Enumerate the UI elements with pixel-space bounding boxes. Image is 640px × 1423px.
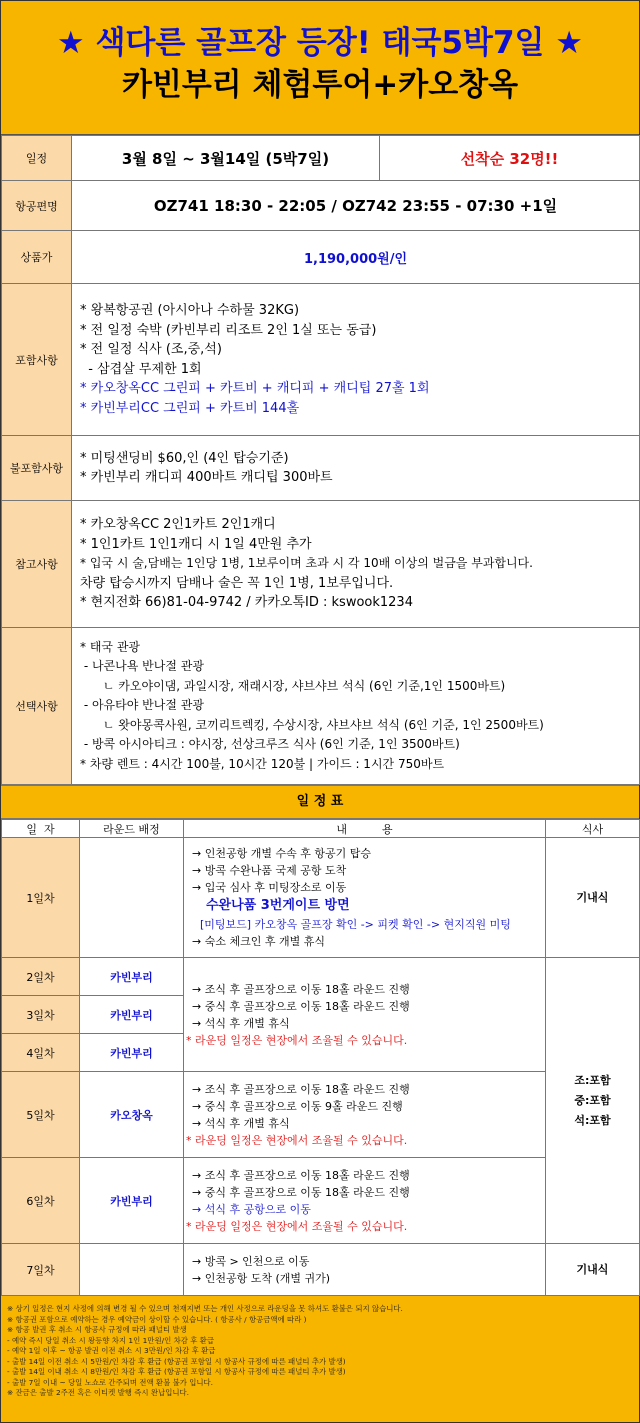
- day-7: 7일차: [2, 1244, 80, 1296]
- terms-line: - 출발 14일 이전 취소 시 5만원/인 차감 후 환급 (항공권 포함일 시 항공사 규정에 따른 패널티 추가 발생): [7, 1356, 346, 1366]
- schedule-value: 3월 8일 ~ 3월14일 (5박7일): [72, 136, 380, 181]
- day-5-note: * 라운딩 일정은 현장에서 조율될 수 있습니다.: [186, 1133, 408, 1147]
- day-6-airport-line: → 석식 후 공항으로 이동: [192, 1202, 311, 1216]
- price-value: 1,190,000원/인: [72, 231, 640, 284]
- day-2-course: 카빈부리: [80, 958, 184, 996]
- schedule-note: 선착순 32명!!: [380, 136, 640, 181]
- terms-line: ※ 항공 발권 후 취소 시 항공사 규정에 따라 패널티 발생: [7, 1325, 187, 1334]
- included-list: [72, 284, 640, 436]
- info-table: [1, 135, 640, 785]
- day-5: 5일차: [2, 1072, 80, 1158]
- terms-line: - 예약 1일 이후 ~ 항공 발권 이전 취소 시 3만원/인 차감 후 환급: [7, 1346, 216, 1355]
- flyer-header: [1, 1, 639, 135]
- day-6: 6일차: [2, 1158, 80, 1244]
- meeting-board: [미팅보드] 카오창옥 골프장 확인 -> 피켓 확인 -> 현지직원 미팅: [200, 918, 511, 931]
- terms-line: - 출발 7일 이내 ~ 당일 노쇼로 간주되며 전액 환불 불가 입니다.: [7, 1377, 213, 1387]
- included-item: * 전 일정 식사 (조,중,석): [80, 342, 222, 357]
- col-meal-header: 식사: [546, 820, 640, 838]
- optional-item: ㄴ 왓야몽콕사원, 코끼리트렉킹, 수상시장, 샤브샤브 석식 (6인 기준, 1인 2500바트): [80, 717, 544, 732]
- col-content-header: 내 용: [184, 820, 546, 838]
- terms-line: - 출발 14일 이내 취소 시 8만원/인 차감 후 환급 (항공권 포함일 시 항공사 규정에 따른 패널티 추가 발생): [7, 1367, 346, 1376]
- included-item: * 카오창옥CC 그린피 + 카트비 + 캐디피 + 캐디팁 27홀 1회: [80, 381, 430, 396]
- days-2-4-line: → 석식 후 개별 휴식: [192, 1016, 290, 1030]
- day-5-line: → 조식 후 골프장으로 이동 18홀 라운드 진행: [192, 1082, 410, 1096]
- day-7-course: [80, 1244, 184, 1296]
- excluded-item: * 미팅샌딩비 $60,인 (4인 탑승기준): [80, 450, 289, 466]
- col-day-header: 일 자: [2, 820, 80, 838]
- headline: ★ 색다른 골프장 등장! 태국5박7일 ★: [56, 25, 584, 61]
- day-6-note: * 라운딩 일정은 현장에서 조율될 수 있습니다.: [186, 1219, 408, 1233]
- schedule-label: 일정: [2, 136, 72, 181]
- flight-value: OZ741 18:30 - 22:05 / OZ742 23:55 - 07:30 +1일: [72, 181, 640, 231]
- excluded-label: 불포함사항: [2, 436, 72, 501]
- day-1-line: [192, 845, 545, 862]
- days-2-4-line: → 조식 후 골프장으로 이동 18홀 라운드 진행: [192, 982, 410, 996]
- day-1-course: [80, 838, 184, 958]
- day-3-course: 카빈부리: [80, 996, 184, 1034]
- terms-footer: [1, 1296, 639, 1422]
- included-label: 포함사항: [2, 284, 72, 436]
- col-round-header: 라운드 배정: [80, 820, 184, 838]
- included-item: * 왕복항공권 (아시아나 수하물 32KG): [80, 303, 300, 318]
- days-2-4-content: [184, 958, 546, 1072]
- day-5-line: → 중식 후 골프장으로 이동 9홀 라운드 진행: [192, 1099, 403, 1113]
- day-7-meal: 기내식: [546, 1244, 640, 1296]
- meal-breakfast: 조:포함: [574, 1073, 611, 1087]
- price-label: 상품가: [2, 231, 72, 284]
- optional-item: ㄴ 카오야이댐, 과일시장, 재래시장, 샤브샤브 석식 (6인 기준,1인 1500바트): [80, 678, 506, 693]
- day-1-line-text: → 인천공항 개별 수속 후 항공기 탑승: [192, 847, 371, 860]
- optional-list: [72, 628, 640, 785]
- note-item: 차량 탑승시까지 담배나 술은 꼭 1인 1병, 1보루입니다.: [80, 575, 394, 591]
- terms-line: - 예약 즉시 당일 취소 시 왕등향 차지 1인 1만원/인 차감 후 환급: [7, 1335, 214, 1345]
- flight-label: 항공편명: [2, 181, 72, 231]
- meal-lunch: 중:포함: [574, 1093, 611, 1107]
- day-1-content: [184, 838, 546, 958]
- days-2-4-line: → 중식 후 골프장으로 이동 18홀 라운드 진행: [192, 999, 410, 1013]
- optional-item: - 방콕 아시아티크 : 야시장, 선상크루즈 식사 (6인 기준, 1인 3500바트): [80, 737, 460, 752]
- note-item: * 현지전화 66)81-04-9742 / 카카오톡ID : kswook1234: [80, 595, 413, 611]
- note-item: * 카오창옥CC 2인1카트 2인1캐디: [80, 517, 276, 533]
- day-4-course: 카빈부리: [80, 1034, 184, 1072]
- meal-included: [546, 958, 640, 1244]
- terms-line: ※ 잔금은 출발 2주전 혹은 이티켓 발행 즉시 완납입니다.: [7, 1388, 189, 1397]
- day-6-content: [184, 1158, 546, 1244]
- day-6-line: → 중식 후 골프장으로 이동 18홀 라운드 진행: [192, 1185, 410, 1199]
- day-6-line: → 조식 후 골프장으로 이동 18홀 라운드 진행: [192, 1168, 410, 1182]
- included-item: * 전 일정 숙박 (카빈부리 리조트 2인 1실 또는 동급): [80, 322, 377, 338]
- terms-line: ※ 상기 일정은 현지 사정에 의해 변경 될 수 있으며 천재지변 또는 개인 사정으로 라운딩을 못 하셔도 환불은 되지 않습니다.: [7, 1304, 403, 1313]
- day-7-line: → 인천공항 도착 (개별 귀가): [192, 1271, 331, 1285]
- notes-list: [72, 501, 640, 628]
- gate-direction: 수완나품 3번게이트 방면: [206, 898, 350, 913]
- day-6-course: 카빈부리: [80, 1158, 184, 1244]
- included-item: - 삼겹살 무제한 1회: [80, 361, 202, 377]
- day-2: 2일차: [2, 958, 80, 996]
- day-3: 3일차: [2, 996, 80, 1034]
- included-item: * 카빈부리CC 그린피 + 카트비 144홀: [80, 400, 300, 416]
- optional-item: - 나콘나욕 반나절 관광: [80, 659, 204, 674]
- day-5-line: → 석식 후 개별 휴식: [192, 1116, 290, 1130]
- optional-item: * 태국 관광: [80, 639, 140, 654]
- day-7-line: → 방콕 > 인천으로 이동: [192, 1254, 310, 1268]
- excluded-item: * 카빈부리 캐디피 400바트 캐디팁 300바트: [80, 470, 333, 485]
- note-item: * 입국 시 술,담배는 1인당 1병, 1보루이며 초과 시 각 10배 이상의 벌금을 부과합니다.: [80, 556, 533, 571]
- day-7-content: [184, 1244, 546, 1296]
- day-5-content: [184, 1072, 546, 1158]
- schedule-title: 일 정 표: [1, 785, 639, 819]
- days-2-4-note: * 라운딩 일정은 현장에서 조율될 수 있습니다.: [186, 1033, 408, 1047]
- day-1: 1일차: [2, 838, 80, 958]
- schedule-table: [1, 819, 640, 1296]
- day-1-line: → 숙소 체크인 후 개별 휴식: [192, 935, 325, 948]
- optional-label: 선택사항: [2, 628, 72, 785]
- day-4: 4일차: [2, 1034, 80, 1072]
- day-5-course: 카오창옥: [80, 1072, 184, 1158]
- notes-label: 참고사항: [2, 501, 72, 628]
- day-1-meal: 기내식: [546, 838, 640, 958]
- note-item: * 1인1카트 1인1캐디 시 1일 4만원 추가: [80, 536, 312, 552]
- day-1-line: → 입국 심사 후 미팅장소로 이동: [192, 881, 347, 894]
- optional-item: - 아유타야 반나절 관광: [80, 698, 204, 713]
- day-1-line: → 방콕 수완나품 국제 공항 도착: [192, 864, 347, 877]
- meal-dinner: 석:포함: [574, 1113, 611, 1127]
- optional-item: * 차량 렌트 : 4시간 100불, 10시간 120불 | 가이드 : 1시간 750바트: [80, 756, 445, 771]
- excluded-list: [72, 436, 640, 501]
- sub-headline: 카빈부리 체험투어+카오창옥: [121, 67, 519, 103]
- terms-line: ※ 항공권 포함으로 예약하는 경우 예약금이 상이할 수 있습니다. ( 항공사 / 항공금액에 따라 ): [7, 1314, 307, 1324]
